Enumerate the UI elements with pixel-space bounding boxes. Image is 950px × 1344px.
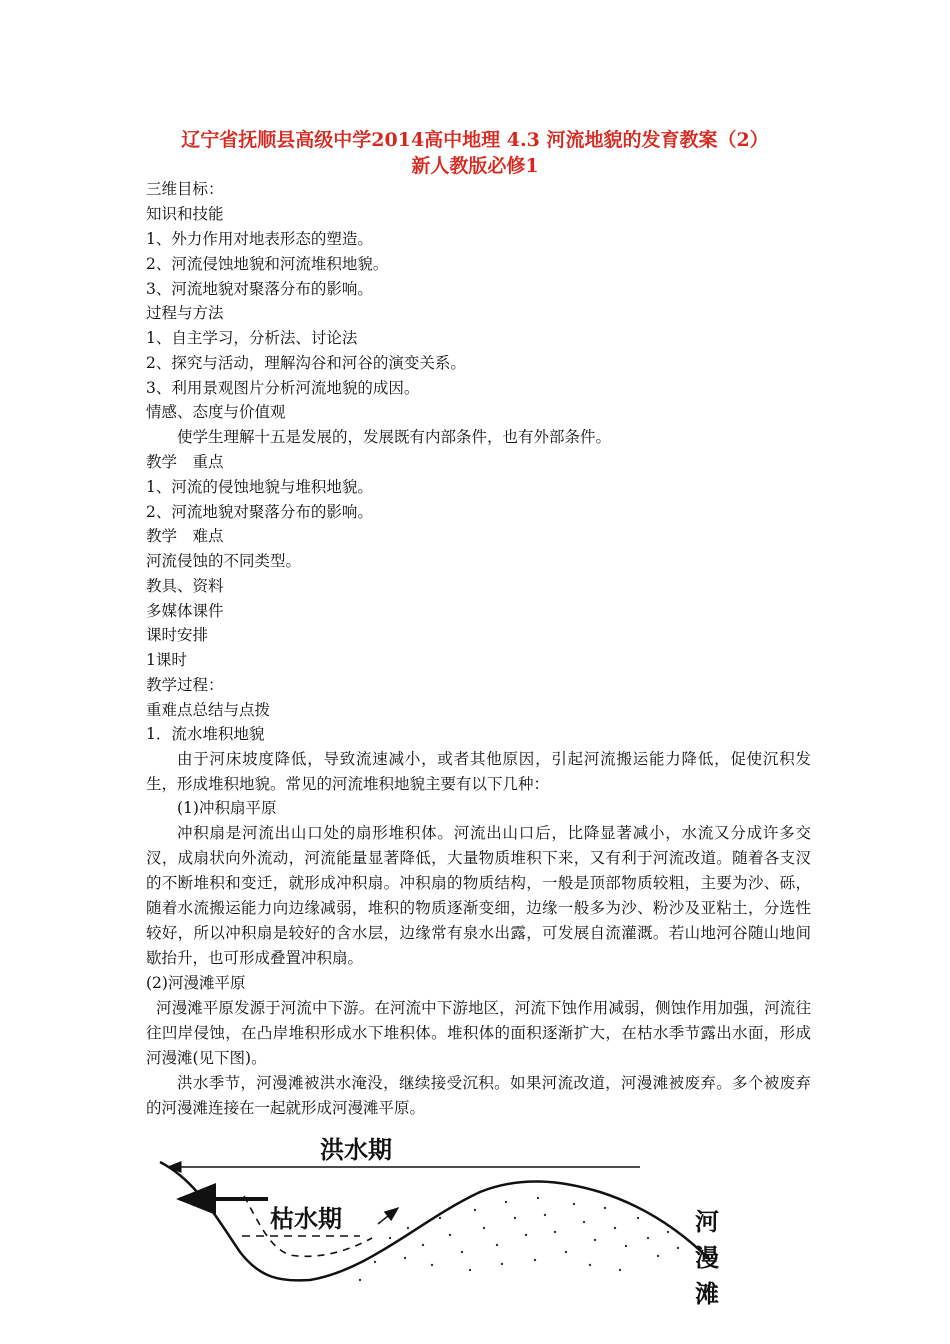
subheading-floodplain: (2)河漫滩平原: [146, 974, 246, 992]
process-item-2: 2、探究与活动，理解沟谷和河谷的演变关系。: [146, 354, 466, 372]
process-heading: 过程与方法: [146, 304, 224, 322]
floodplain-diagram: [150, 1120, 750, 1330]
title-line-2: 新人教版必修1: [411, 155, 539, 177]
attitude-text: 使学生理解十五是发展的，发展既有内部条件，也有外部条件。: [177, 428, 612, 446]
floodplain-label-char-1: 河: [695, 1208, 719, 1236]
knowledge-item-3: 3、河流地貌对聚落分布的影响。: [146, 280, 373, 298]
summary-heading: 重难点总结与点拨: [146, 701, 271, 719]
materials-text: 多媒体课件: [146, 602, 224, 620]
knowledge-heading: 知识和技能: [146, 205, 224, 223]
key-point-1: 1、河流的侵蚀地貌与堆积地貌。: [146, 478, 373, 496]
paragraph-flood-season: 洪水季节，河漫滩被洪水淹没，继续接受沉积。如果河流改道，河漫滩被废弃。多个被废弃的河漫滩连接在一起就形成河漫滩平原。: [146, 1074, 811, 1117]
process-item-3: 3、利用景观图片分析河流地貌的成因。: [146, 379, 420, 397]
materials-heading: 教具、资料: [146, 577, 224, 595]
floodplain-label-char-2: 漫: [695, 1244, 719, 1272]
flood-period-label: 洪水期: [320, 1136, 392, 1164]
knowledge-item-1: 1、外力作用对地表形态的塑造。: [146, 230, 373, 248]
paragraph-floodplain: 河漫滩平原发源于河流中下游。在河流中下游地区，河流下蚀作用减弱，侧蚀作用加强，河流往往凹岸侵蚀，在凸岸堆积形成水下堆积体。堆积体的面积逐渐扩大，在枯水季节露出水面，形成河漫滩(见下图)。: [146, 999, 811, 1067]
knowledge-item-2: 2、河流侵蚀地貌和河流堆积地貌。: [146, 255, 389, 273]
river-bank-profile: [160, 1162, 710, 1280]
schedule-text: 1课时: [146, 651, 187, 669]
attitude-heading: 情感、态度与价值观: [146, 403, 286, 421]
process-title: 教学过程：: [146, 676, 224, 694]
process-item-1: 1、自主学习，分析法、讨论法: [146, 329, 358, 347]
dry-period-label: 枯水期: [270, 1205, 342, 1233]
sediment-dots: [359, 1197, 679, 1281]
subheading-alluvial-fan: (1)冲积扇平原: [177, 799, 277, 817]
floodplain-label-char-3: 滩: [695, 1280, 719, 1308]
key-point-2: 2、河流地貌对聚落分布的影响。: [146, 503, 373, 521]
difficulty-text: 河流侵蚀的不同类型。: [146, 552, 302, 570]
schedule-heading: 课时安排: [146, 626, 209, 644]
paragraph-alluvial-fan: 冲积扇是河流出山口处的扇形堆积体。河流出山口后，比降显著减小，水流又分成许多交汊，成扇状向外流动，河流能量显著降低，大量物质堆积下来，又有利于河流改道。随着各支汊的不断堆积和变迁，就形成冲积扇。冲积扇的物质结构，一般是顶部物质较粗，主要为沙、砾，随着水流搬运能力向边缘减弱，堆积的物质逐渐变细，边缘一般多为沙、粉沙及亚粘土，分选性较好，所以冲积扇是较好的含水层，边缘常有泉水出露，可发展自流灌溉。若山地河谷随山地间歇抬升，也可形成叠置冲积扇。: [146, 824, 811, 967]
title-line-1: 辽宁省抚顺县高级中学2014高中地理 4.3 河流地貌的发育教案（2）: [181, 129, 769, 151]
deposition-arrow: [378, 1208, 398, 1224]
objectives-heading: 三维目标：: [146, 180, 224, 198]
difficulty-heading: 教学 难点: [146, 527, 224, 545]
paragraph-deposition-intro: 由于河床坡度降低，导致流速减小，或者其他原因，引起河流搬运能力降低，促使沉积发生，形成堆积地貌。常见的河流堆积地貌主要有以下几种：: [146, 750, 811, 793]
section-1-heading: 1．流水堆积地貌: [146, 725, 265, 743]
key-points-heading: 教学 重点: [146, 453, 224, 471]
